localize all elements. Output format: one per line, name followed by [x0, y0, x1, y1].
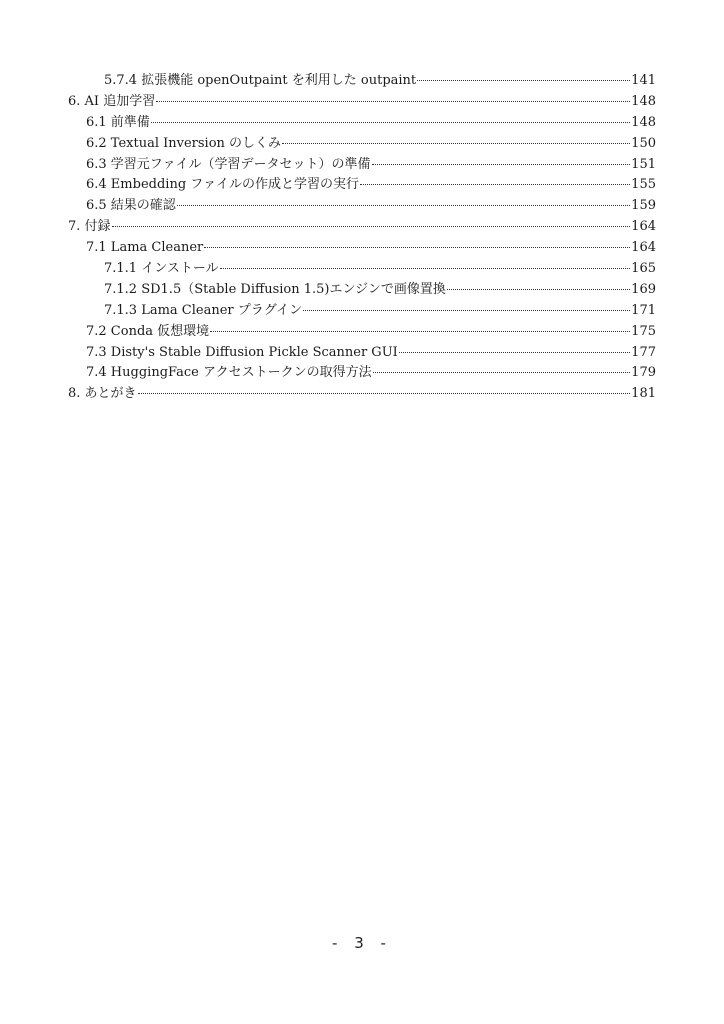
toc-entry-title: 7.4 HuggingFace アクセストークンの取得方法 — [86, 365, 372, 381]
toc-dot-leader — [204, 246, 630, 248]
toc-entry-title: 6.4 Embedding ファイルの作成と学習の実行 — [86, 177, 360, 193]
toc-dot-leader — [220, 267, 631, 269]
toc-entry[interactable] — [68, 92, 656, 113]
toc-entry-page-number: 175 — [631, 323, 656, 339]
page-number: - 3 - — [332, 934, 392, 952]
toc-entry-page-number: 171 — [631, 302, 656, 318]
toc-entry-title: 6.2 Textual Inversion のしくみ — [86, 135, 282, 151]
toc-dot-leader — [399, 351, 630, 353]
table-of-contents — [68, 71, 656, 405]
toc-entry[interactable] — [68, 217, 656, 238]
toc-entry-title: 7.1.3 Lama Cleaner プラグイン — [104, 302, 303, 318]
toc-entry[interactable] — [68, 322, 656, 343]
toc-entry-page-number: 164 — [631, 240, 656, 256]
toc-entry[interactable] — [68, 238, 656, 259]
toc-entry-title: 6. AI 追加学習 — [68, 93, 156, 109]
toc-entry[interactable] — [68, 301, 656, 322]
toc-entry-title: 8. あとがき — [68, 386, 137, 402]
toc-entry-page-number: 148 — [631, 93, 656, 109]
toc-entry-title: 7.2 Conda 仮想環境 — [86, 323, 210, 339]
toc-entry-title: 7.1.2 SD1.5（Stable Diffusion 1.5)エンジンで画像置換 — [104, 281, 446, 297]
toc-entry-title: 7.3 Disty's Stable Diffusion Pickle Scanner GUI — [86, 344, 398, 360]
toc-entry[interactable] — [68, 113, 656, 134]
toc-entry-page-number: 165 — [631, 261, 656, 277]
toc-entry-page-number: 179 — [631, 365, 656, 381]
toc-entry[interactable] — [68, 71, 656, 92]
toc-entry[interactable] — [68, 343, 656, 364]
toc-dot-leader — [138, 392, 631, 394]
toc-entry[interactable] — [68, 134, 656, 155]
toc-entry-page-number: 150 — [631, 135, 656, 151]
toc-entry-title: 6.3 学習元ファイル（学習データセット）の準備 — [86, 156, 371, 172]
toc-entry-title: 7.1 Lama Cleaner — [86, 240, 204, 256]
toc-entry-title: 7. 付録 — [68, 219, 111, 235]
toc-dot-leader — [360, 183, 630, 185]
toc-entry[interactable] — [68, 384, 656, 405]
toc-entry-page-number: 159 — [631, 198, 656, 214]
toc-entry[interactable] — [68, 196, 656, 217]
toc-dot-leader — [282, 142, 630, 144]
toc-entry[interactable] — [68, 259, 656, 280]
toc-dot-leader — [372, 163, 631, 165]
toc-entry-title: 6.1 前準備 — [86, 114, 150, 130]
toc-entry-page-number: 141 — [631, 73, 656, 88]
toc-dot-leader — [156, 100, 630, 102]
toc-entry-page-number: 151 — [631, 156, 656, 172]
toc-entry[interactable] — [68, 155, 656, 176]
toc-entry-title: 7.1.1 インストール — [104, 261, 219, 277]
toc-dot-leader — [177, 204, 630, 206]
toc-dot-leader — [447, 288, 630, 290]
toc-entry-page-number: 177 — [631, 344, 656, 360]
toc-dot-leader — [112, 225, 631, 227]
toc-dot-leader — [210, 330, 630, 332]
toc-entry-page-number: 164 — [631, 219, 656, 235]
toc-dot-leader — [151, 121, 630, 123]
toc-entry-title: 5.7.4 拡張機能 openOutpaint を利用した outpaint — [104, 73, 417, 88]
toc-entry-page-number: 148 — [631, 114, 656, 130]
toc-dot-leader — [417, 79, 630, 81]
toc-entry-title: 6.5 結果の確認 — [86, 198, 176, 214]
toc-entry[interactable] — [68, 280, 656, 301]
toc-entry-page-number: 155 — [631, 177, 656, 193]
toc-dot-leader — [373, 371, 631, 373]
toc-entry[interactable] — [68, 363, 656, 384]
toc-dot-leader — [303, 309, 630, 311]
toc-entry[interactable] — [68, 175, 656, 196]
toc-entry-page-number: 181 — [631, 386, 656, 402]
toc-entry-page-number: 169 — [631, 281, 656, 297]
